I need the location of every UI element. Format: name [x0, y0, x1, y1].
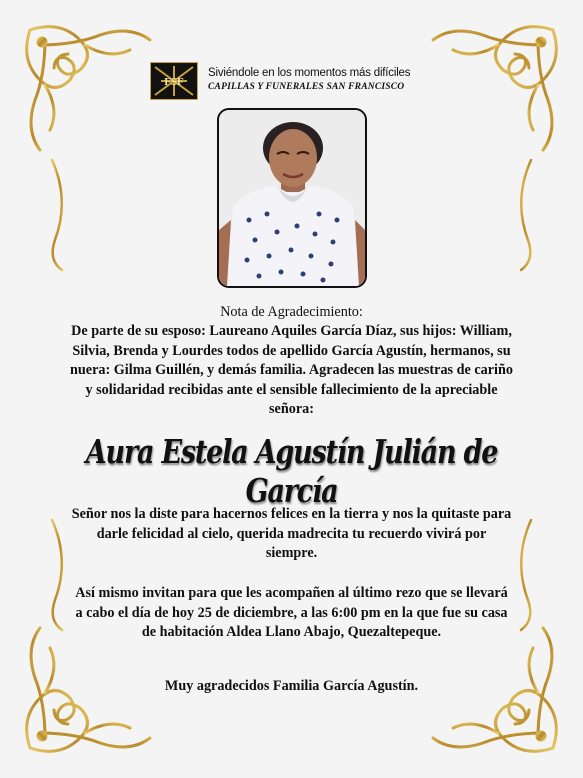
closing-line: Muy agradecidos Familia García Agustín. [164, 678, 419, 694]
tagline: Siviéndole en los momentos más difíciles [208, 67, 411, 79]
note-title: Nota de Agradecimiento: [220, 304, 363, 320]
funeral-home-logo [150, 62, 198, 100]
company-name: CAPILLAS Y FUNERALES SAN FRANCISCO [208, 82, 405, 92]
portrait-photo [217, 108, 367, 288]
farewell-paragraph: Señor nos la diste para hacernos felices en la tierra y nos la quitaste para darle felicidad al cielo, querida madrecita tu recuerdo vivirá por siempre. [71, 506, 512, 561]
funeral-home-header [150, 62, 440, 100]
logo-text: FSF [164, 76, 184, 88]
note-body: De parte de su esposo: Laureano Aquiles García Díaz, sus hijos: William, Silvia, Brenda y Lourdes todos de apellido García Agustín, hermanos, su nuera: Gilma Guillén, y demás familia. Agradecen las muestras de cariño y solidaridad recibidas ante el sensible fallecimiento de la apreciable señora: [70, 323, 513, 417]
invitation-paragraph: Así mismo invitan para que les acompañen al último rezo que se llevará a cabo el día de hoy 25 de diciembre, a las 6:00 pm en la que fue su casa de habitación Aldea Llano Abajo, Quezaltepeque. [75, 585, 508, 640]
deceased-name: Aura Estela Agustín Julián de García [85, 432, 498, 510]
